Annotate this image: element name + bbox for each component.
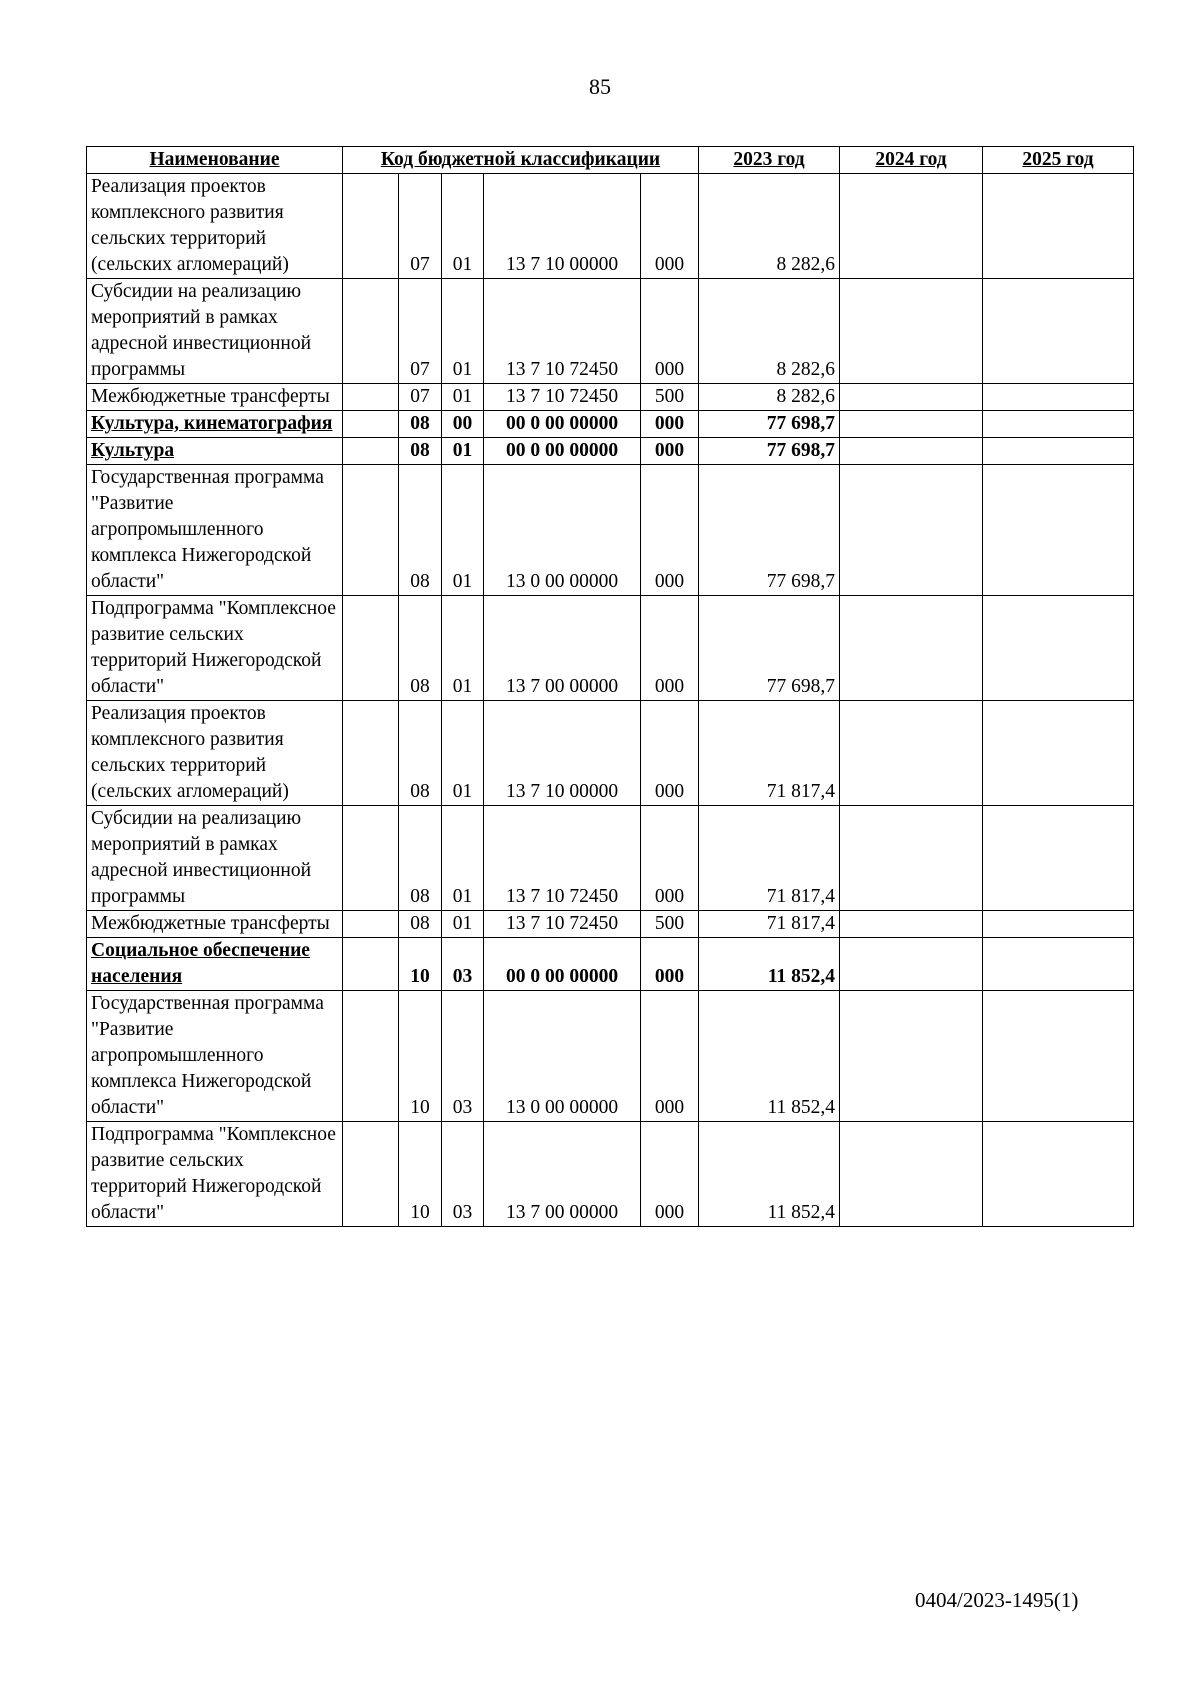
row-target-code: 00 0 00 00000 [484, 438, 641, 465]
row-target-code: 13 7 10 72450 [484, 279, 641, 384]
budget-table [86, 146, 1134, 1227]
row-target-code: 13 0 00 00000 [484, 465, 641, 596]
row-target-code: 13 7 00 00000 [484, 596, 641, 701]
row-amount-2025 [983, 701, 1134, 806]
table-row [87, 279, 1134, 384]
table-row [87, 174, 1134, 279]
table-row [87, 384, 1134, 411]
row-amount-2025 [983, 465, 1134, 596]
page-number: 85 [589, 74, 611, 99]
row-amount-2024 [840, 465, 983, 596]
row-empty-cell [343, 411, 399, 438]
row-amount-2024 [840, 279, 983, 384]
row-amount-2025 [983, 438, 1134, 465]
row-name: Реализация проектов комплексного развития сельских территорий (сельских агломераций) [87, 701, 343, 806]
row-section: 08 [399, 911, 442, 938]
row-target-code: 13 7 10 72450 [484, 911, 641, 938]
row-expense-type: 000 [641, 596, 699, 701]
row-amount-2023: 77 698,7 [699, 438, 840, 465]
row-section: 08 [399, 806, 442, 911]
row-section: 10 [399, 938, 442, 991]
row-name: Социальное обеспечение населения [87, 938, 343, 991]
row-subsection: 00 [442, 411, 484, 438]
row-amount-2025 [983, 911, 1134, 938]
row-name: Подпрограмма "Комплексное развитие сельских территорий Нижегородской области" [87, 1122, 343, 1227]
row-section: 08 [399, 411, 442, 438]
row-target-code: 00 0 00 00000 [484, 938, 641, 991]
row-subsection: 01 [442, 911, 484, 938]
row-subsection: 01 [442, 279, 484, 384]
row-amount-2025 [983, 991, 1134, 1122]
table-row [87, 411, 1134, 438]
row-amount-2025 [983, 1122, 1134, 1227]
row-expense-type: 000 [641, 938, 699, 991]
row-empty-cell [343, 911, 399, 938]
row-subsection: 03 [442, 1122, 484, 1227]
row-name: Реализация проектов комплексного развития сельских территорий (сельских агломераций) [87, 174, 343, 279]
row-section: 08 [399, 596, 442, 701]
row-target-code: 13 7 10 00000 [484, 701, 641, 806]
row-empty-cell [343, 806, 399, 911]
row-target-code: 13 0 00 00000 [484, 991, 641, 1122]
row-section: 10 [399, 1122, 442, 1227]
row-expense-type: 500 [641, 911, 699, 938]
row-name: Культура [87, 438, 343, 465]
table-header-row [87, 147, 1134, 174]
row-expense-type: 000 [641, 991, 699, 1122]
row-name: Государственная программа "Развитие агропромышленного комплекса Нижегородской области" [87, 991, 343, 1122]
row-name: Субсидии на реализацию мероприятий в рамках адресной инвестиционной программы [87, 279, 343, 384]
row-amount-2023: 71 817,4 [699, 701, 840, 806]
row-amount-2023: 11 852,4 [699, 1122, 840, 1227]
header-name: Наименование [87, 147, 343, 174]
table-row [87, 991, 1134, 1122]
row-target-code: 13 7 00 00000 [484, 1122, 641, 1227]
row-amount-2025 [983, 806, 1134, 911]
row-amount-2024 [840, 1122, 983, 1227]
row-name: Культура, кинематография [87, 411, 343, 438]
row-section: 08 [399, 465, 442, 596]
row-amount-2024 [840, 806, 983, 911]
row-section: 08 [399, 438, 442, 465]
row-subsection: 01 [442, 174, 484, 279]
row-amount-2023: 11 852,4 [699, 938, 840, 991]
row-amount-2023: 11 852,4 [699, 991, 840, 1122]
header-code: Код бюджетной классификации [343, 147, 699, 174]
row-section: 10 [399, 991, 442, 1122]
row-amount-2024 [840, 701, 983, 806]
row-amount-2024 [840, 174, 983, 279]
row-name: Межбюджетные трансферты [87, 911, 343, 938]
row-amount-2025 [983, 938, 1134, 991]
row-amount-2023: 71 817,4 [699, 806, 840, 911]
row-expense-type: 000 [641, 279, 699, 384]
row-expense-type: 000 [641, 438, 699, 465]
row-expense-type: 000 [641, 806, 699, 911]
row-empty-cell [343, 1122, 399, 1227]
row-name: Подпрограмма "Комплексное развитие сельских территорий Нижегородской области" [87, 596, 343, 701]
row-subsection: 01 [442, 465, 484, 596]
row-amount-2025 [983, 411, 1134, 438]
row-expense-type: 000 [641, 701, 699, 806]
row-empty-cell [343, 174, 399, 279]
row-expense-type: 000 [641, 174, 699, 279]
row-target-code: 13 7 10 72450 [484, 384, 641, 411]
row-section: 07 [399, 174, 442, 279]
row-amount-2024 [840, 411, 983, 438]
row-amount-2023: 77 698,7 [699, 596, 840, 701]
row-empty-cell [343, 938, 399, 991]
row-subsection: 03 [442, 938, 484, 991]
row-target-code: 00 0 00 00000 [484, 411, 641, 438]
table-row [87, 438, 1134, 465]
table-row [87, 701, 1134, 806]
row-amount-2024 [840, 384, 983, 411]
row-amount-2023: 77 698,7 [699, 465, 840, 596]
row-subsection: 01 [442, 806, 484, 911]
header-2025: 2025 год [983, 147, 1134, 174]
row-amount-2025 [983, 279, 1134, 384]
row-section: 08 [399, 701, 442, 806]
row-amount-2024 [840, 911, 983, 938]
row-amount-2023: 8 282,6 [699, 174, 840, 279]
row-subsection: 03 [442, 991, 484, 1122]
header-2024: 2024 год [840, 147, 983, 174]
row-empty-cell [343, 438, 399, 465]
table-row [87, 938, 1134, 991]
row-empty-cell [343, 991, 399, 1122]
table-row [87, 596, 1134, 701]
row-empty-cell [343, 384, 399, 411]
row-amount-2024 [840, 596, 983, 701]
row-section: 07 [399, 384, 442, 411]
table-row [87, 465, 1134, 596]
header-2023: 2023 год [699, 147, 840, 174]
table-row [87, 911, 1134, 938]
table-row [87, 1122, 1134, 1227]
row-empty-cell [343, 596, 399, 701]
row-name: Государственная программа "Развитие агропромышленного комплекса Нижегородской области" [87, 465, 343, 596]
row-subsection: 01 [442, 384, 484, 411]
row-name: Субсидии на реализацию мероприятий в рамках адресной инвестиционной программы [87, 806, 343, 911]
row-subsection: 01 [442, 596, 484, 701]
row-amount-2025 [983, 174, 1134, 279]
row-amount-2025 [983, 384, 1134, 411]
row-subsection: 01 [442, 701, 484, 806]
row-empty-cell [343, 701, 399, 806]
row-amount-2023: 8 282,6 [699, 384, 840, 411]
document-code: 0404/2023-1495(1) [915, 1588, 1079, 1612]
row-expense-type: 000 [641, 465, 699, 596]
row-amount-2023: 8 282,6 [699, 279, 840, 384]
row-expense-type: 000 [641, 1122, 699, 1227]
row-target-code: 13 7 10 72450 [484, 806, 641, 911]
row-amount-2024 [840, 938, 983, 991]
row-amount-2024 [840, 438, 983, 465]
row-amount-2024 [840, 991, 983, 1122]
row-amount-2023: 77 698,7 [699, 411, 840, 438]
row-section: 07 [399, 279, 442, 384]
row-amount-2023: 71 817,4 [699, 911, 840, 938]
row-name: Межбюджетные трансферты [87, 384, 343, 411]
row-target-code: 13 7 10 00000 [484, 174, 641, 279]
row-empty-cell [343, 465, 399, 596]
row-expense-type: 000 [641, 411, 699, 438]
table-row [87, 806, 1134, 911]
row-empty-cell [343, 279, 399, 384]
row-expense-type: 500 [641, 384, 699, 411]
row-subsection: 01 [442, 438, 484, 465]
row-amount-2025 [983, 596, 1134, 701]
